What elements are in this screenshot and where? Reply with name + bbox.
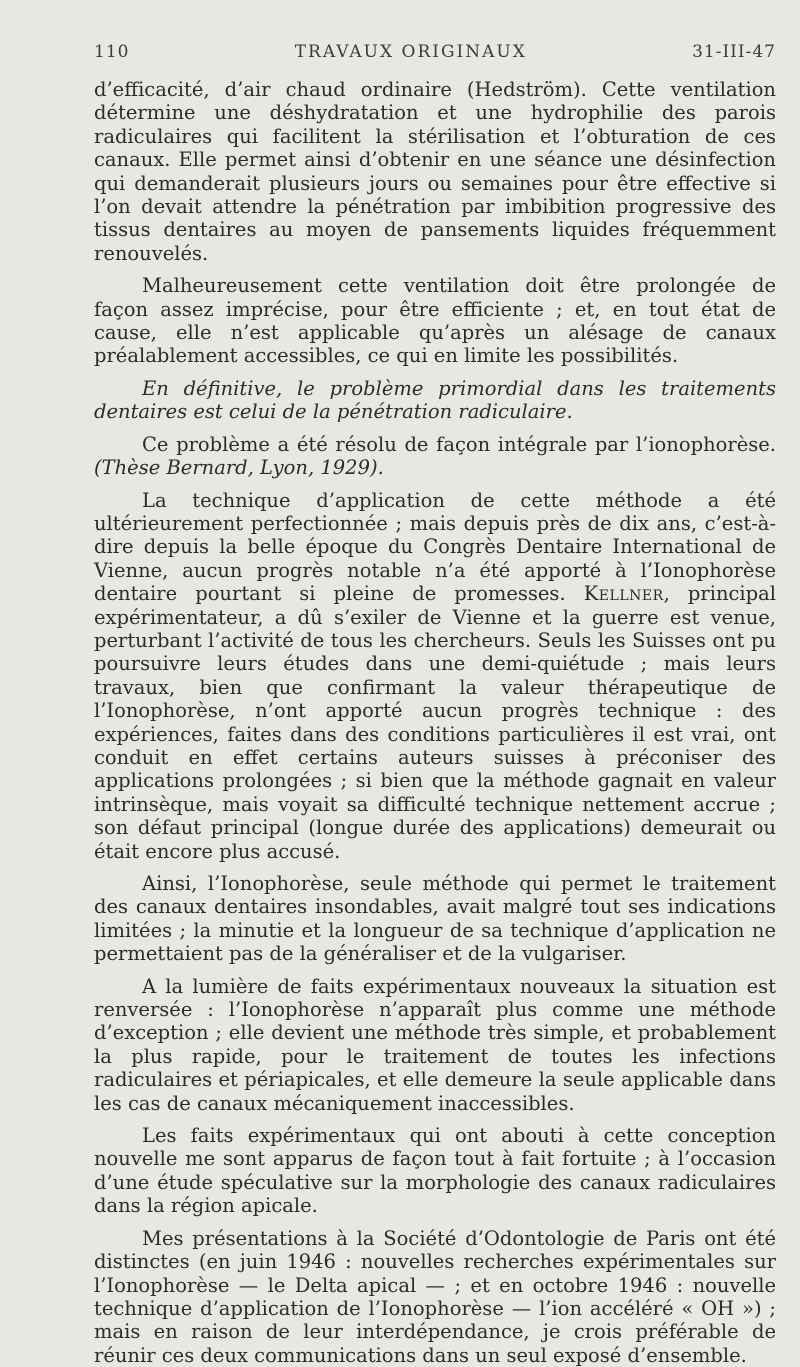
paragraph-text: , principal expérimentateur, a dû s’exiler de Vienne et la guerre est venue, perturbant l’activité de tous les chercheurs. Seuls les Suisses ont pu poursuivre leurs études dans une demi-quiétude ; mais leurs travaux, bien que confirmant la valeur thérapeutique de l’Ionophorèse, n’ont apporté aucun progrès technique : des expériences, faites dans des conditions particulières il est vrai, ont conduit en effet certains auteurs suisses à préconiser des applications prolongées ; si bien que la méthode gagnait en valeur intrinsèque, mais voyait sa difficulté technique nettement accrue ; son défaut principal (longue durée des applications) demeurait ou était encore plus accusé. [94,582,777,863]
citation: (Thèse Bernard, Lyon, 1929). [94,456,384,480]
page-number: 110 [94,42,130,62]
paragraph [94,433,776,480]
journal-section-title: TRAVAUX ORIGINAUX [294,42,527,62]
paragraph: Malheureusement cette ventilation doit être prolongée de façon assez imprécise, pour être efficiente ; et, en tout état de cause, elle n’est applicable qu’après un alésage de canaux préalablement accessibles, ce qui en limite les possibilités. [94,274,776,368]
paragraph-text: La technique d’application de cette méthode a été ultérieurement perfectionnée ; mais depuis près de dix ans, c’est-à-dire depuis la belle époque du Congrès Dentaire International de Vienne, aucun progrès notable n’a été apporté à l’Ionophorèse dentaire pourtant si pleine de promesses. [94,488,776,606]
paragraph [94,489,776,864]
paragraph-text: Ce problème a été résolu de façon intégrale par l’ionophorèse. [142,432,776,456]
paragraph: Mes présentations à la Société d’Odontologie de Paris ont été distinctes (en juin 1946 : nouvelles recherches expérimentales sur l’Ionophorèse — le Delta apical — ; et en octobre 1946 : nouvelle technique d’application de l’Ionophorèse — l’ion accéléré « OH ») ; mais en raison de leur interdépendance, je crois préférable de réunir ces deux communications dans un seul exposé d’ensemble. [94,1226,776,1367]
paragraph: A la lumière de faits expérimentaux nouveaux la situation est renversée : l’Ionophorèse n’apparaît plus comme une méthode d’exception ; elle devient une méthode très simple, et probablement la plus rapide, pour le traitement de toutes les infections radiculaires et périapicales, et elle demeure la seule applicable dans les cas de canaux mécaniquement inaccessibles. [94,974,776,1115]
paragraph: Les faits expérimentaux qui ont abouti à cette conception nouvelle me sont apparus de façon tout à fait fortuite ; à l’occasion d’une étude spéculative sur la morphologie des canaux radiculaires dans la région apicale. [94,1124,776,1218]
article-body [94,78,776,1367]
paragraph: d’efficacité, d’air chaud ordinaire (Hedström). Cette ventilation détermine une déshydratation et une hydrophilie des parois radiculaires qui facilitent la stérilisation et l’obturation de ces canaux. Elle permet ainsi d’obtenir en une séance une désinfection qui demanderait plusieurs jours ou semaines pour être effective si l’on devait attendre la pénétration par imbibition progressive des tissus dentaires au moyen de pansements liquides fréquemment renouvelés. [94,78,776,265]
running-header [94,42,776,62]
author-name: Kellner [583,582,664,606]
emphasis-paragraph: En définitive, le problème primordial dans les traitements dentaires est celui de la pénétration radiculaire. [94,376,776,424]
issue-date: 31-III-47 [692,42,776,62]
paragraph: Ainsi, l’Ionophorèse, seule méthode qui permet le traitement des canaux dentaires insondables, avait malgré tout ses indications limitées ; la minutie et la longueur de sa technique d’application ne permettaient pas de la généraliser et de la vulgariser. [94,872,776,966]
